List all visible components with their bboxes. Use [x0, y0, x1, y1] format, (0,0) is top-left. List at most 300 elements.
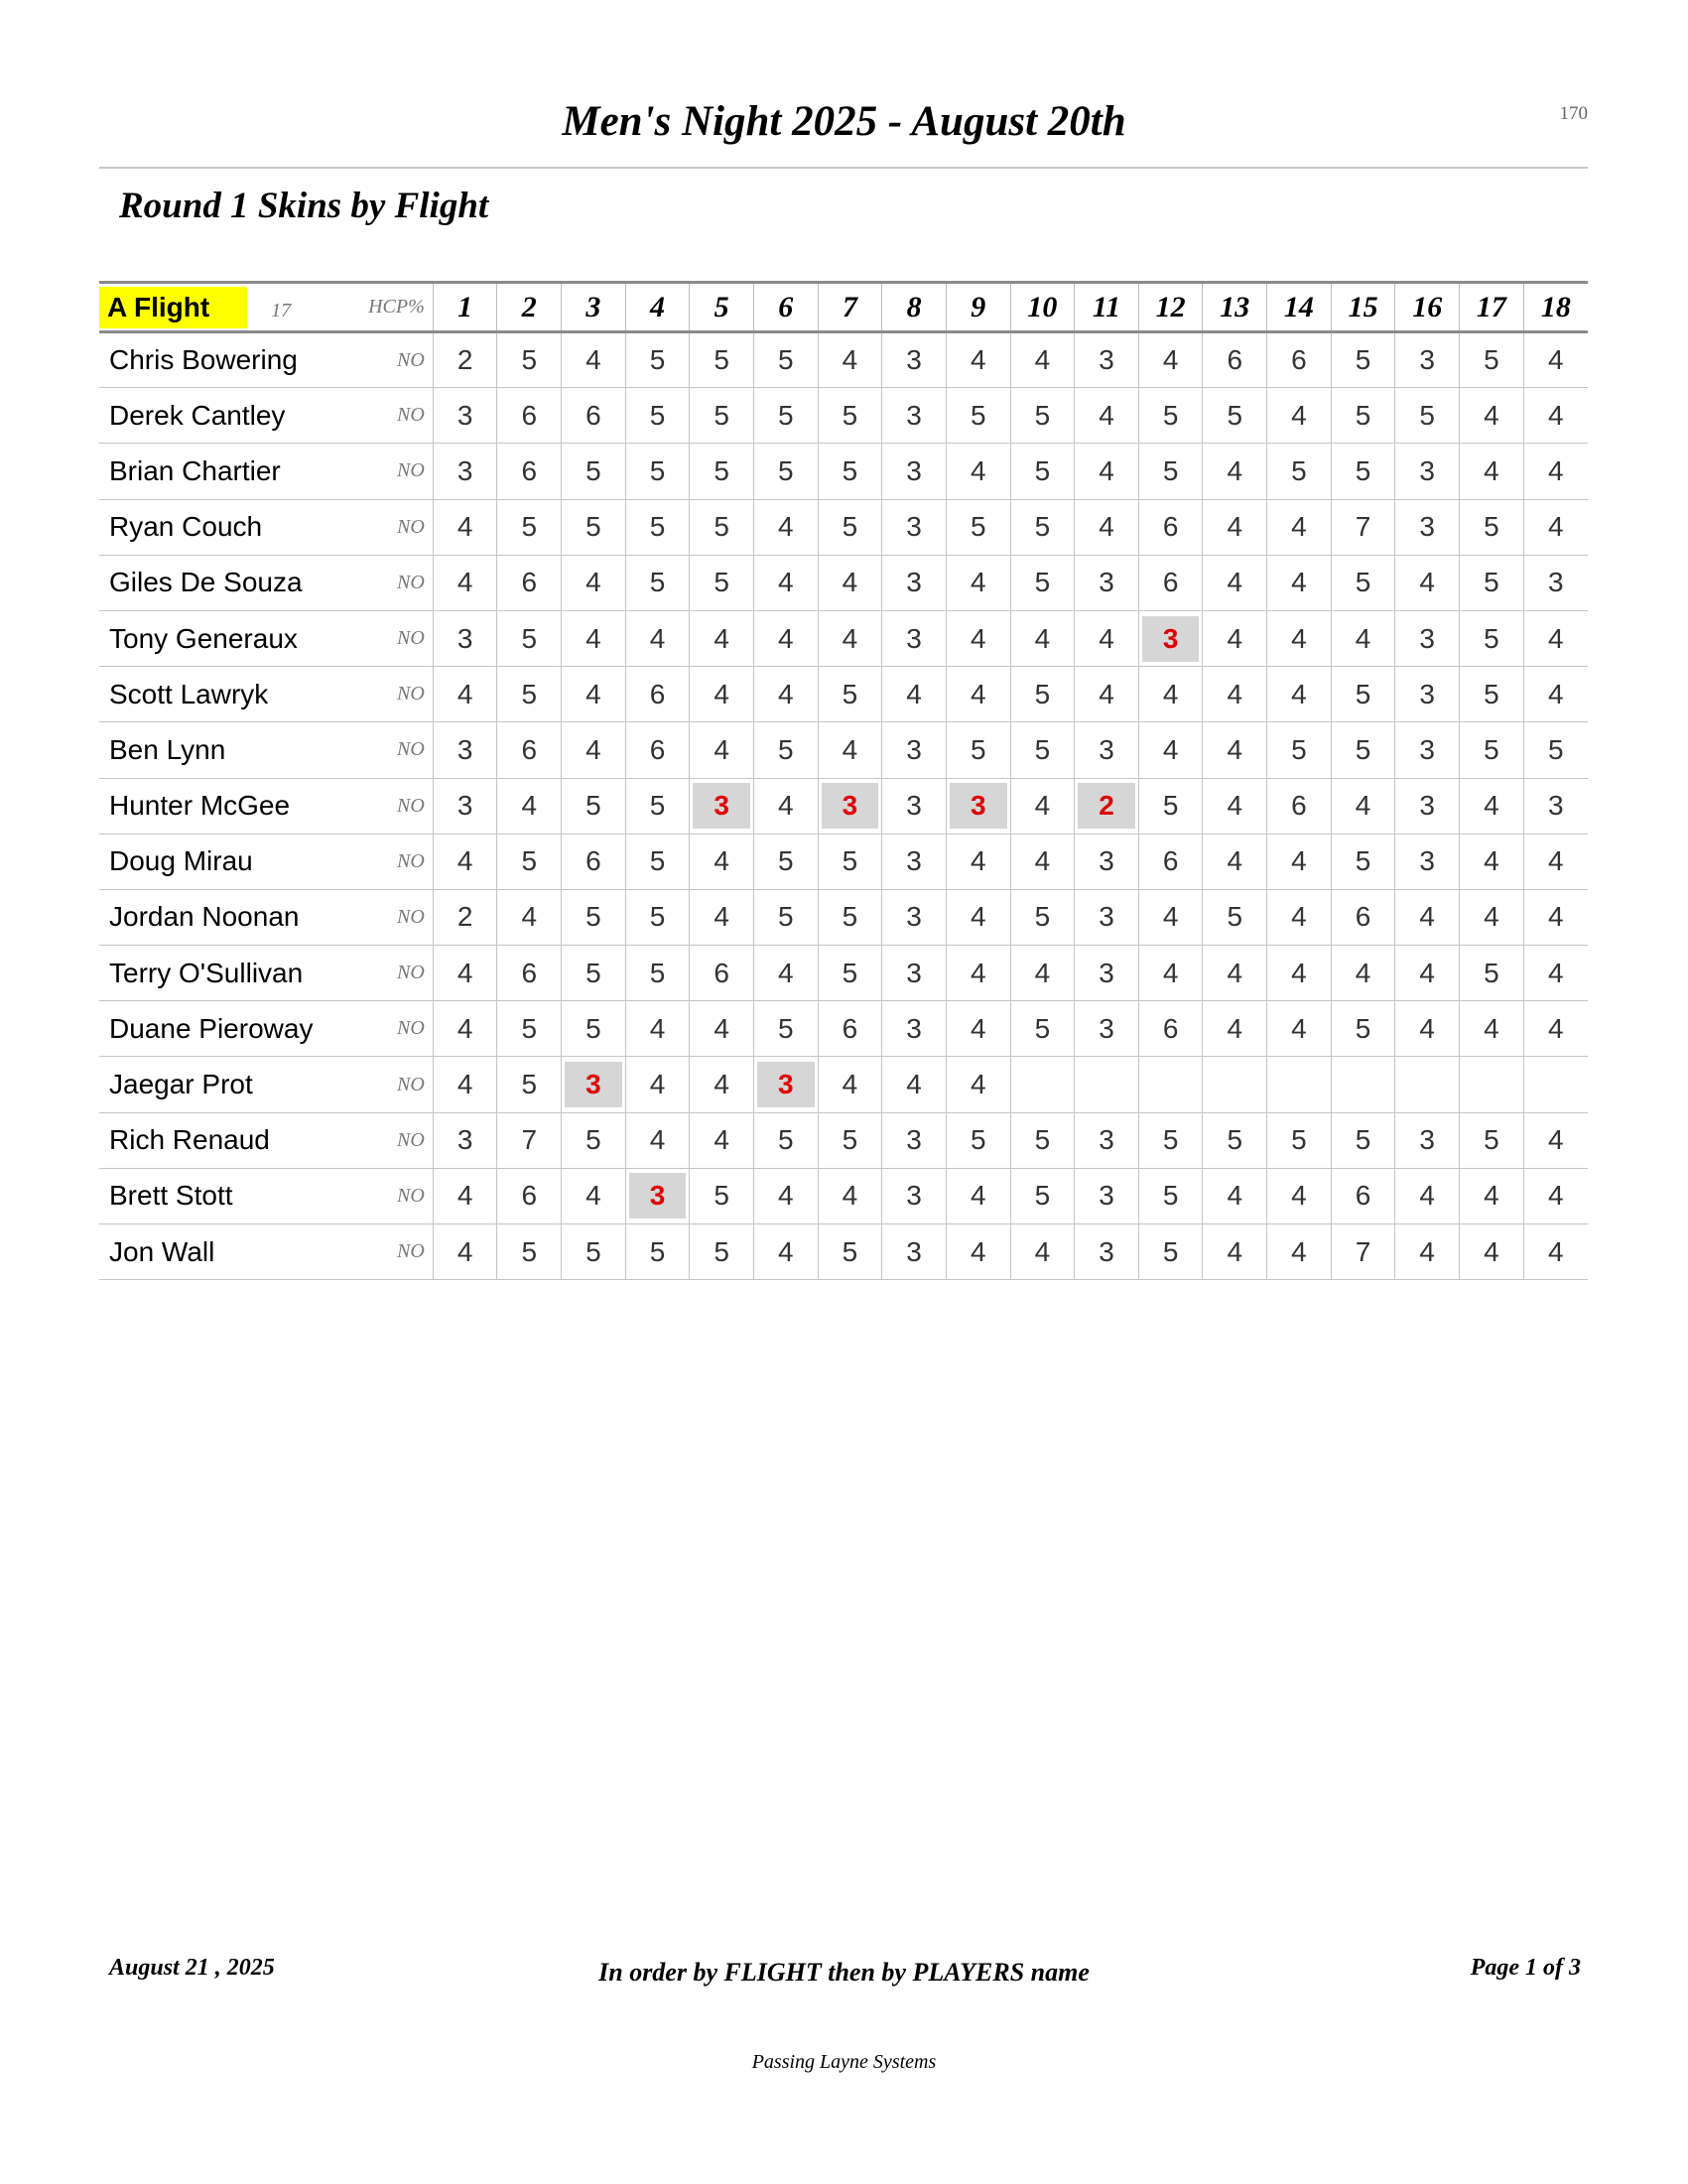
score-cell: 3: [882, 1168, 947, 1223]
player-hcp: NO: [333, 1112, 433, 1168]
score-cell: 4: [1395, 1224, 1460, 1280]
score-cell: 5: [946, 388, 1010, 444]
score-cell: 5: [1460, 667, 1524, 722]
score-cell: 4: [818, 610, 882, 666]
score-cell: 4: [1523, 1112, 1588, 1168]
score-cell: 4: [625, 1057, 690, 1112]
score-cell: 6: [497, 444, 562, 499]
score-cell: 5: [1331, 332, 1395, 388]
score-cell: 5: [753, 834, 818, 889]
score-cell: 6: [1138, 555, 1203, 610]
score-cell: 5: [1267, 722, 1332, 778]
score-cell: 4: [562, 667, 626, 722]
score-cell: 5: [818, 388, 882, 444]
player-hcp: NO: [333, 332, 433, 388]
score-cell: 5: [625, 499, 690, 555]
score-cell: 3: [1075, 1001, 1139, 1057]
score-cell: 3: [882, 722, 947, 778]
player-name: Derek Cantley: [99, 388, 333, 444]
score-cell: 4: [433, 667, 497, 722]
score-cell: 4: [1138, 722, 1203, 778]
score-cell: 4: [1523, 667, 1588, 722]
score-cell: 5: [1523, 722, 1588, 778]
score-cell: 3: [1075, 1112, 1139, 1168]
score-cell: 5: [625, 834, 690, 889]
score-cell: 5: [1460, 946, 1524, 1001]
score-cell: 6: [497, 555, 562, 610]
score-cell: 4: [690, 722, 754, 778]
score-cell: 5: [1203, 1112, 1267, 1168]
score-cell: 4: [625, 610, 690, 666]
score-cell: 4: [1203, 1224, 1267, 1280]
score-cell: 4: [1523, 834, 1588, 889]
score-cell: 4: [433, 499, 497, 555]
score-cell: 4: [753, 1224, 818, 1280]
score-cell: 5: [1331, 1001, 1395, 1057]
score-cell: 3: [433, 1112, 497, 1168]
score-cell: 4: [1203, 778, 1267, 834]
score-cell: 4: [1203, 1001, 1267, 1057]
score-cell: 5: [1331, 555, 1395, 610]
flight-label: A Flight: [99, 287, 247, 328]
score-cell: 3: [1523, 555, 1588, 610]
score-cell: 4: [818, 332, 882, 388]
score-cell: 4: [1010, 332, 1075, 388]
score-cell: 5: [1460, 610, 1524, 666]
score-cell: 4: [818, 555, 882, 610]
score-cell: 4: [1010, 834, 1075, 889]
score-cell: 5: [690, 555, 754, 610]
score-cell: 4: [562, 610, 626, 666]
footer-order-note: In order by FLIGHT then by PLAYERS name: [598, 1958, 1090, 1987]
score-cell: 4: [1460, 834, 1524, 889]
score-cell: 4: [882, 667, 947, 722]
table-header-row: [99, 283, 1588, 332]
score-cell: 4: [1460, 1001, 1524, 1057]
score-cell: 5: [1331, 444, 1395, 499]
score-cell: 4: [818, 1057, 882, 1112]
score-cell: 5: [1460, 722, 1524, 778]
score-cell: 4: [1267, 610, 1332, 666]
player-name: Terry O'Sullivan: [99, 946, 333, 1001]
score-cell: 5: [1138, 444, 1203, 499]
score-cell: 5: [753, 1001, 818, 1057]
score-cell: 4: [753, 778, 818, 834]
score-cell: 5: [625, 332, 690, 388]
score-cell: 4: [1331, 946, 1395, 1001]
page-title: Men's Night 2025 - August 20th: [562, 98, 1126, 145]
score-cell: 4: [753, 946, 818, 1001]
score-cell: 6: [1203, 332, 1267, 388]
score-cell: 3: [882, 778, 947, 834]
score-cell: [1075, 1057, 1139, 1112]
skin-score: 3: [757, 1062, 815, 1107]
player-hcp: NO: [333, 722, 433, 778]
score-cell: [1010, 1057, 1075, 1112]
table-row: [99, 834, 1588, 889]
score-cell: 5: [1203, 889, 1267, 945]
hole-header: 8: [882, 283, 947, 332]
score-cell: 3: [882, 332, 947, 388]
score-cell: 4: [1203, 722, 1267, 778]
score-cell: 4: [1203, 555, 1267, 610]
score-cell: 4: [946, 946, 1010, 1001]
hole-header: 13: [1203, 283, 1267, 332]
score-cell: 6: [690, 946, 754, 1001]
score-cell: 4: [946, 1001, 1010, 1057]
score-cell: 5: [818, 1224, 882, 1280]
table-row: [99, 1168, 1588, 1223]
score-cell: 3: [433, 444, 497, 499]
score-cell: 5: [1010, 499, 1075, 555]
score-cell: 4: [1460, 444, 1524, 499]
score-cell: 4: [946, 667, 1010, 722]
hole-header: 14: [1267, 283, 1332, 332]
score-cell: 4: [1075, 388, 1139, 444]
score-cell: 4: [1395, 555, 1460, 610]
score-cell: [1267, 1057, 1332, 1112]
score-cell: 3: [882, 1224, 947, 1280]
page-number: 170: [1559, 103, 1588, 124]
table-row: [99, 1112, 1588, 1168]
score-cell: [1138, 1057, 1203, 1112]
hole-header: 11: [1075, 283, 1139, 332]
score-cell: 5: [1203, 388, 1267, 444]
player-name: Rich Renaud: [99, 1112, 333, 1168]
score-cell: 4: [818, 1168, 882, 1223]
score-cell: 5: [1331, 1112, 1395, 1168]
score-cell: 5: [946, 1112, 1010, 1168]
score-cell: 4: [690, 1112, 754, 1168]
player-hcp: NO: [333, 499, 433, 555]
skin-score-cell: [1075, 778, 1139, 834]
hole-header: 18: [1523, 283, 1588, 332]
score-cell: 3: [1075, 1224, 1139, 1280]
score-cell: 4: [1203, 444, 1267, 499]
score-cell: 4: [1203, 1168, 1267, 1223]
table-row: [99, 444, 1588, 499]
score-cell: 5: [1138, 1168, 1203, 1223]
skin-score: 3: [1142, 616, 1200, 662]
hole-header: 7: [818, 283, 882, 332]
score-cell: 4: [946, 610, 1010, 666]
score-cell: 3: [1075, 889, 1139, 945]
footer-date: August 21 , 2025: [109, 1955, 275, 1981]
player-hcp: NO: [333, 834, 433, 889]
score-cell: 3: [882, 444, 947, 499]
score-cell: 4: [1203, 946, 1267, 1001]
score-cell: 5: [818, 667, 882, 722]
footer-vendor: Passing Layne Systems: [751, 2051, 937, 2073]
score-cell: 3: [882, 834, 947, 889]
score-cell: 3: [1395, 667, 1460, 722]
player-name: Jon Wall: [99, 1224, 333, 1280]
score-cell: 4: [1395, 889, 1460, 945]
score-cell: 4: [946, 889, 1010, 945]
score-cell: 4: [433, 946, 497, 1001]
player-name: Jordan Noonan: [99, 889, 333, 945]
score-cell: 4: [1010, 1224, 1075, 1280]
score-cell: 6: [1138, 1001, 1203, 1057]
score-cell: 4: [1075, 610, 1139, 666]
score-cell: 3: [1075, 722, 1139, 778]
score-cell: 5: [1331, 722, 1395, 778]
table-row: [99, 667, 1588, 722]
score-cell: 4: [1523, 388, 1588, 444]
score-cell: 4: [1523, 946, 1588, 1001]
score-cell: 5: [497, 332, 562, 388]
score-cell: 4: [753, 667, 818, 722]
score-cell: 5: [690, 444, 754, 499]
score-cell: 5: [1010, 667, 1075, 722]
score-cell: 5: [562, 1112, 626, 1168]
score-cell: 3: [433, 778, 497, 834]
player-name: Duane Pieroway: [99, 1001, 333, 1057]
score-cell: 5: [818, 1112, 882, 1168]
table-row: [99, 778, 1588, 834]
score-cell: 5: [625, 444, 690, 499]
flight-player-count: 17: [271, 299, 292, 321]
score-cell: 5: [625, 388, 690, 444]
score-cell: 5: [1138, 1112, 1203, 1168]
player-name: Hunter McGee: [99, 778, 333, 834]
score-cell: 5: [497, 610, 562, 666]
score-cell: 4: [1267, 1224, 1332, 1280]
score-cell: 4: [1267, 889, 1332, 945]
score-cell: 4: [1331, 778, 1395, 834]
score-cell: 4: [433, 1168, 497, 1223]
score-cell: 5: [753, 1112, 818, 1168]
score-cell: 4: [497, 889, 562, 945]
score-cell: 3: [1523, 778, 1588, 834]
footer-page-count: Page 1 of 3: [1470, 1955, 1581, 1981]
score-cell: 4: [1523, 1001, 1588, 1057]
player-name: Chris Bowering: [99, 332, 333, 388]
table-body: [99, 332, 1588, 1280]
score-cell: 4: [1010, 610, 1075, 666]
score-cell: 3: [1075, 834, 1139, 889]
score-cell: 4: [1267, 499, 1332, 555]
hole-header: 10: [1010, 283, 1075, 332]
score-cell: 5: [818, 889, 882, 945]
score-cell: 4: [1203, 610, 1267, 666]
score-cell: 4: [753, 610, 818, 666]
score-cell: 4: [1010, 946, 1075, 1001]
score-cell: 5: [1138, 388, 1203, 444]
score-cell: 4: [1203, 667, 1267, 722]
score-cell: 4: [1138, 946, 1203, 1001]
score-cell: 5: [690, 332, 754, 388]
score-cell: 5: [1331, 667, 1395, 722]
score-cell: 4: [1523, 1168, 1588, 1223]
player-hcp: NO: [333, 610, 433, 666]
score-cell: 4: [1460, 1168, 1524, 1223]
score-cell: 4: [946, 834, 1010, 889]
score-cell: [1460, 1057, 1524, 1112]
score-cell: 4: [1075, 667, 1139, 722]
score-cell: 4: [1523, 889, 1588, 945]
score-cell: 5: [1010, 889, 1075, 945]
score-cell: 4: [1138, 332, 1203, 388]
hole-header: 9: [946, 283, 1010, 332]
skin-score-cell: [946, 778, 1010, 834]
score-cell: 5: [497, 1057, 562, 1112]
score-cell: 6: [562, 834, 626, 889]
score-cell: 4: [433, 834, 497, 889]
score-cell: 5: [497, 1224, 562, 1280]
score-cell: 5: [1010, 388, 1075, 444]
score-cell: 6: [497, 722, 562, 778]
score-cell: 4: [1460, 1224, 1524, 1280]
score-cell: 6: [1267, 778, 1332, 834]
score-cell: 4: [946, 1057, 1010, 1112]
score-cell: 6: [562, 388, 626, 444]
player-hcp: NO: [333, 1001, 433, 1057]
score-cell: 4: [1460, 388, 1524, 444]
score-cell: 5: [1460, 555, 1524, 610]
player-hcp: NO: [333, 778, 433, 834]
score-cell: 6: [1138, 834, 1203, 889]
score-cell: 5: [690, 1168, 754, 1223]
flight-header: [99, 283, 333, 332]
score-cell: 5: [625, 946, 690, 1001]
score-cell: 4: [1395, 1001, 1460, 1057]
score-cell: [1331, 1057, 1395, 1112]
score-cell: 4: [562, 332, 626, 388]
score-cell: 4: [1267, 667, 1332, 722]
score-cell: 4: [753, 1168, 818, 1223]
score-cell: 5: [818, 946, 882, 1001]
score-cell: 5: [1010, 722, 1075, 778]
score-cell: 4: [690, 610, 754, 666]
skin-score-cell: [690, 778, 754, 834]
score-cell: 4: [562, 1168, 626, 1223]
score-cell: 2: [433, 332, 497, 388]
skins-table: [99, 281, 1588, 1280]
score-cell: 6: [1267, 332, 1332, 388]
score-cell: 3: [1075, 332, 1139, 388]
skin-score: 3: [693, 783, 750, 829]
score-cell: 3: [882, 610, 947, 666]
score-cell: 5: [562, 1001, 626, 1057]
score-cell: 4: [1203, 834, 1267, 889]
table-row: [99, 1001, 1588, 1057]
score-cell: 4: [753, 499, 818, 555]
score-cell: 4: [946, 1168, 1010, 1223]
hcp-header: HCP%: [333, 283, 433, 332]
score-cell: 4: [946, 332, 1010, 388]
score-cell: 4: [1267, 946, 1332, 1001]
player-name: Jaegar Prot: [99, 1057, 333, 1112]
score-cell: 4: [753, 555, 818, 610]
score-cell: 6: [497, 388, 562, 444]
score-cell: 4: [1523, 610, 1588, 666]
score-cell: 3: [433, 610, 497, 666]
score-cell: 4: [882, 1057, 947, 1112]
score-cell: 4: [946, 1224, 1010, 1280]
score-cell: 5: [690, 388, 754, 444]
score-cell: 5: [625, 555, 690, 610]
score-cell: 5: [562, 499, 626, 555]
score-cell: 4: [433, 1224, 497, 1280]
score-cell: 7: [497, 1112, 562, 1168]
score-cell: 5: [625, 889, 690, 945]
skin-score-cell: [753, 1057, 818, 1112]
score-cell: 4: [497, 778, 562, 834]
score-cell: 5: [562, 1224, 626, 1280]
score-cell: 2: [433, 889, 497, 945]
score-cell: 5: [562, 444, 626, 499]
score-cell: 4: [1138, 667, 1203, 722]
score-cell: 4: [1331, 610, 1395, 666]
player-hcp: NO: [333, 444, 433, 499]
score-cell: 5: [562, 778, 626, 834]
skin-score: 3: [629, 1173, 687, 1219]
skin-score-cell: [562, 1057, 626, 1112]
score-cell: 5: [1010, 1168, 1075, 1223]
score-cell: 3: [882, 388, 947, 444]
score-cell: 6: [497, 946, 562, 1001]
score-cell: 3: [1395, 834, 1460, 889]
score-cell: 4: [1460, 778, 1524, 834]
hole-header: 2: [497, 283, 562, 332]
score-cell: 6: [1331, 889, 1395, 945]
score-cell: 3: [433, 722, 497, 778]
player-hcp: NO: [333, 889, 433, 945]
score-cell: 5: [1460, 332, 1524, 388]
skin-score-cell: [818, 778, 882, 834]
hole-header: 1: [433, 283, 497, 332]
score-cell: 4: [1523, 1224, 1588, 1280]
score-cell: 5: [1138, 1224, 1203, 1280]
score-cell: 5: [497, 499, 562, 555]
hole-header: 17: [1460, 283, 1524, 332]
score-cell: 3: [1075, 1168, 1139, 1223]
skin-score: 3: [822, 783, 879, 829]
table-row: [99, 889, 1588, 945]
table-row: [99, 499, 1588, 555]
player-hcp: NO: [333, 1224, 433, 1280]
score-cell: 5: [753, 722, 818, 778]
table-row: [99, 332, 1588, 388]
score-cell: 4: [433, 555, 497, 610]
score-cell: 5: [690, 499, 754, 555]
table-row: [99, 388, 1588, 444]
score-cell: 4: [946, 444, 1010, 499]
skin-score: 3: [565, 1062, 622, 1107]
score-cell: 4: [1523, 444, 1588, 499]
score-cell: 4: [690, 667, 754, 722]
score-cell: 4: [625, 1001, 690, 1057]
score-cell: 3: [1075, 555, 1139, 610]
score-cell: 4: [1523, 499, 1588, 555]
score-cell: 4: [690, 834, 754, 889]
score-cell: 4: [1523, 332, 1588, 388]
score-cell: 3: [1075, 946, 1139, 1001]
score-cell: 3: [1395, 499, 1460, 555]
score-cell: 4: [1460, 889, 1524, 945]
score-cell: 3: [1395, 610, 1460, 666]
player-name: Ben Lynn: [99, 722, 333, 778]
skin-score: 2: [1078, 783, 1135, 829]
hole-header: 5: [690, 283, 754, 332]
score-cell: 5: [818, 499, 882, 555]
score-cell: 5: [1395, 388, 1460, 444]
score-cell: 5: [753, 889, 818, 945]
score-cell: 4: [1395, 946, 1460, 1001]
score-cell: 3: [882, 1001, 947, 1057]
score-cell: 4: [1075, 499, 1139, 555]
